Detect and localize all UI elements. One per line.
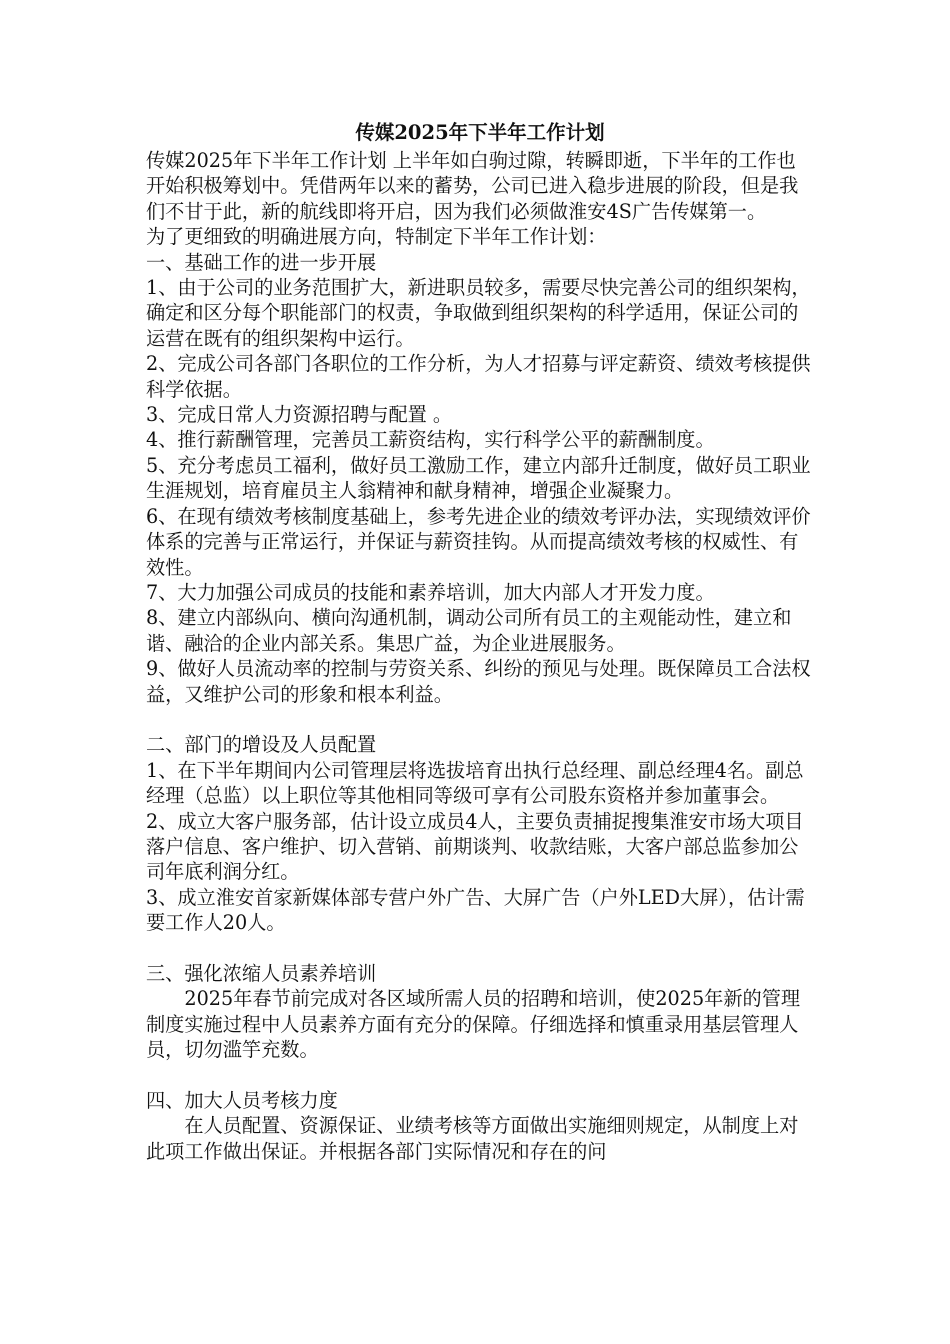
section-3-heading: 三、强化浓缩人员素养培训 (146, 961, 377, 985)
document-page (146, 118, 814, 1164)
blank-line (146, 707, 814, 732)
section-1-item: 1、由于公司的业务范围扩大，新进职员较多，需要尽快完善公司的组织架构，确定和区分每个职能部门的权责，争取做到组织架构的科学适用，保证公司的运营在既有的组织架构中运行。 (146, 276, 811, 350)
section-1-item: 2、完成公司各部门各职位的工作分析，为人才招募与评定薪资、绩效考核提供科学依据。 (146, 352, 811, 401)
section-1-item: 5、充分考虑员工福利，做好员工激励工作，建立内部升迁制度，做好员工职业生涯规划，培育雇员主人翁精神和献身精神，增强企业凝聚力。 (146, 453, 811, 503)
blank-line (146, 936, 814, 961)
section-1-item: 6、在现有绩效考核制度基础上，参考先进企业的绩效考评办法，实现绩效评价体系的完善与正常运行，并保证与薪资挂钩。从而提高绩效考核的权威性、有效性。 (146, 504, 811, 579)
section-2-item: 3、成立淮安首家新媒体部专营户外广告、大屏广告（户外LED大屏），估计需要工作人20人。 (146, 885, 805, 935)
section-3-body: 2025年春节前完成对各区域所需人员的招聘和培训，使2025年新的管理制度实施过程中人员素养方面有充分的保障。仔细选择和慎重录用基层管理人员，切勿滥竽充数。 (146, 987, 801, 1062)
section-1-heading: 一、基础工作的进一步开展 (146, 250, 377, 274)
blank-line (146, 1063, 814, 1088)
section-1-item: 7、大力加强公司成员的技能和素养培训，加大内部人才开发力度。 (146, 580, 715, 604)
intro-paragraph: 传媒2025年下半年工作计划 上半年如白驹过隙，转瞬即逝，下半年的工作也开始积极筹划中。凭借两年以来的蓄势，公司已进入稳步进展的阶段，但是我们不甘于此，新的航线即将开启，因为我们必须做淮安4S广告传媒第一。 (146, 149, 799, 223)
purpose-paragraph: 为了更细致的明确进展方向，特制定下半年工作计划： (146, 225, 607, 249)
section-1-item: 8、建立内部纵向、横向沟通机制，调动公司所有员工的主观能动性，建立和谐、融洽的企业内部关系。集思广益，为企业进展服务。 (146, 606, 792, 655)
section-1-item: 4、推行薪酬管理，完善员工薪资结构，实行科学公平的薪酬制度。 (146, 428, 715, 452)
section-2-item: 2、成立大客户服务部，估计设立成员4人，主要负责捕捉搜集淮安市场大项目落户信息、客户维护、切入营销、前期谈判、收款结账，大客户部总监参加公司年底利润分红。 (146, 809, 804, 884)
section-1-item: 3、完成日常人力资源招聘与配置 。 (146, 403, 453, 427)
section-4-heading: 四、加大人员考核力度 (146, 1088, 338, 1112)
section-1-item: 9、做好人员流动率的控制与劳资关系、纠纷的预见与处理。既保障员工合法权益，又维护公司的形象和根本利益。 (146, 657, 811, 706)
section-2-item: 1、在下半年期间内公司管理层将选拔培育出执行总经理、副总经理4名。副总经理（总监）以上职位等其他相同等级可享有公司股东资格并参加董事会。 (146, 758, 804, 808)
section-2-heading: 二、部门的增设及人员配置 (146, 733, 377, 757)
section-4-body: 在人员配置、资源保证、业绩考核等方面做出实施细则规定，从制度上对此项工作做出保证。并根据各部门实际情况和存在的问 (146, 1114, 799, 1163)
document-title: 传媒2025年下半年工作计划 (355, 121, 605, 144)
